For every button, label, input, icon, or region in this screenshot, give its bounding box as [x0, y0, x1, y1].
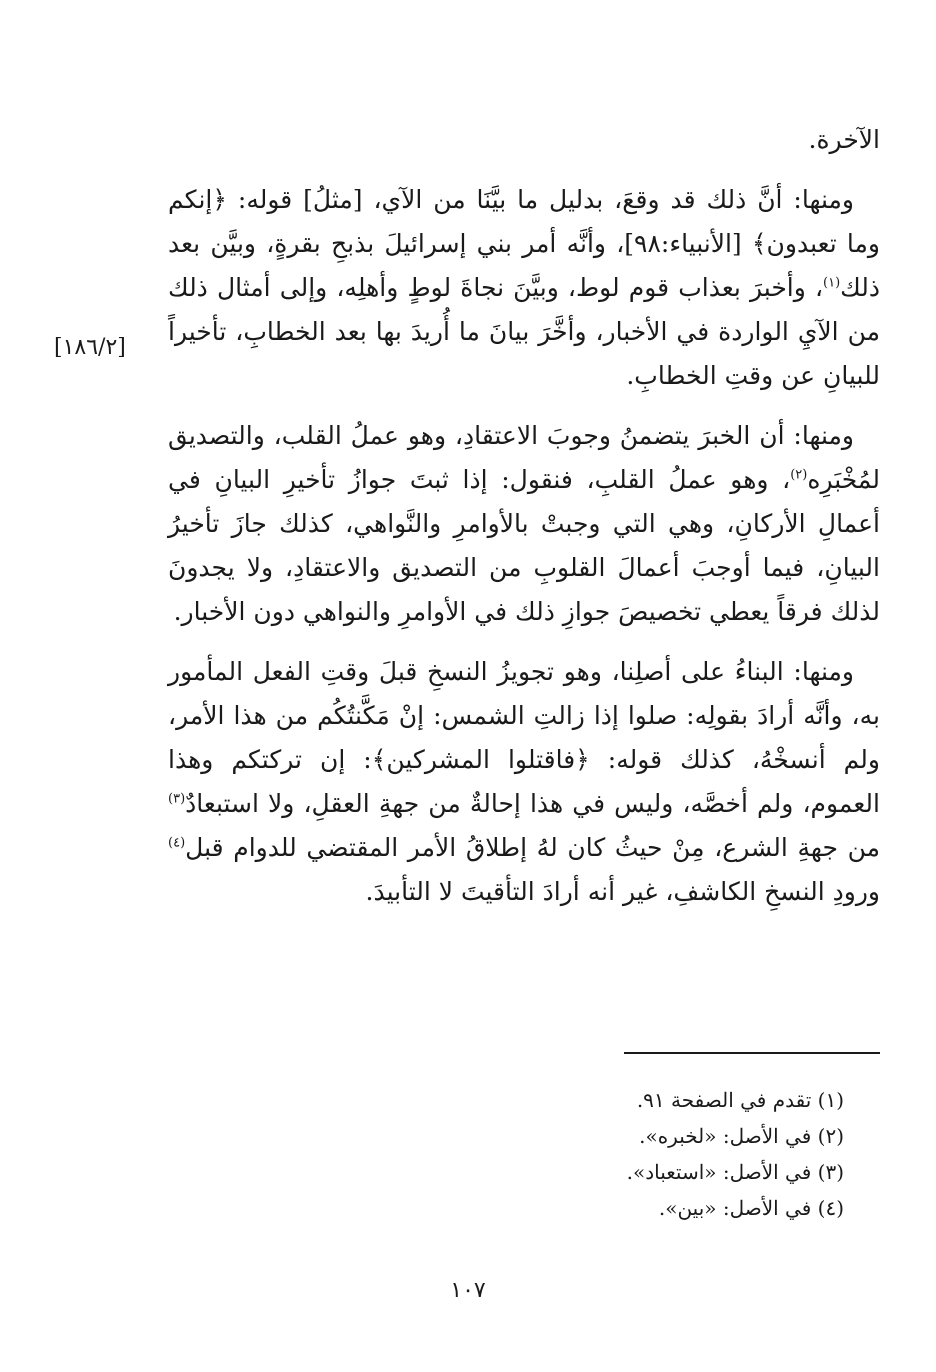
paragraph-2-part-b: ، وهو عملُ القلبِ، فنقول: إذا ثبتَ جوازُ تأخيرِ البيانِ في أعمالِ الأركانِ، وهي التي وجبتْ بالأوامرِ والنَّواهي، كذلك جازَ تأخيرُ البيانِ، فيما أوجبَ أعمالَ القلوبِ من التصديق والاعتقادِ، ولا يجدونَ لذلك فرقاً يعطي تخصيصَ جوازِ ذلك في الأوامرِ والنواهي دون الأخبار. — [168, 465, 880, 626]
footnote-marker-3: (٣) — [168, 791, 186, 807]
footnote-divider — [624, 1052, 880, 1054]
page-number: ١٠٧ — [450, 1278, 486, 1303]
paragraph-continuation: الآخرة. — [808, 125, 880, 154]
paragraph-3-part-b: من جهةِ الشرع، مِنْ حيثُ كان لهُ إطلاقُ الأمر المقتضي للدوام قبل — [185, 833, 880, 862]
paragraph-1-part-b: ، وأخبرَ بعذاب قوم لوط، وبيَّنَ نجاةَ لوطٍ وأهلِه، وإلى أمثال ذلك من الآيِ الواردة في الأخبار، وأخَّرَ بيانَ ما أُريدَ بها بعد الخطابِ، تأخيراً للبيانِ عن وقتِ الخطابِ. — [168, 273, 880, 390]
paragraph-1 — [168, 178, 880, 398]
footnote-4: (٤) في الأصل: «بين». — [658, 1196, 844, 1220]
footnote-1: (١) تقدم في الصفحة ٩١. — [636, 1088, 844, 1112]
footnote-marker-1: (١) — [823, 275, 841, 291]
paragraph-2-part-a: ومنها: أن الخبرَ يتضمنُ وجوبَ الاعتقادِ، وهو عملُ القلب، والتصديق لمُخْبَرِه — [168, 421, 880, 494]
paragraph-2 — [168, 414, 880, 634]
paragraph-3-part-c: ورودِ النسخِ الكاشفِ، غير أنه أرادَ التأقيتَ لا التأبيدَ. — [365, 877, 880, 906]
footnote-2: (٢) في الأصل: «لخبره». — [639, 1124, 844, 1148]
paragraph-3-part-a: ومنها: البناءُ على أصلِنا، وهو تجويزُ النسخِ قبلَ وقتِ الفعل المأمور به، وأنَّه أرادَ بقولِه: صلوا إذا زالتِ الشمس: إنْ مَكَّنتُكُم من هذا الأمر، ولم أنسخْهُ، كذلك قوله: ﴿فاقتلوا المشركين﴾: إن تركتكم وهذا العموم، ولم أخصَّه، وليس في هذا إحالةٌ من جهةِ العقلِ، ولا استبعادٌ — [168, 657, 880, 818]
footnote-marker-4: (٤) — [168, 835, 186, 851]
paragraph-1-part-a: ومنها: أنَّ ذلك قد وقعَ، بدليل ما بيَّنَا من الآي، [مثلُ] قوله: ﴿إنكم وما تعبدون﴾ [الأنبياء:٩٨]، وأنَّه أمر بني إسرائيلَ بذبحِ بقرةٍ، وبيَّن بعد ذلك — [168, 185, 880, 302]
main-text — [168, 118, 880, 914]
footnotes — [168, 1082, 844, 1226]
footnote-marker-2: (٢) — [790, 467, 808, 483]
margin-reference: [١٨٦/٢] — [54, 335, 126, 360]
paragraph-3 — [168, 650, 880, 914]
footnote-3: (٣) في الأصل: «استعباد». — [626, 1160, 844, 1184]
